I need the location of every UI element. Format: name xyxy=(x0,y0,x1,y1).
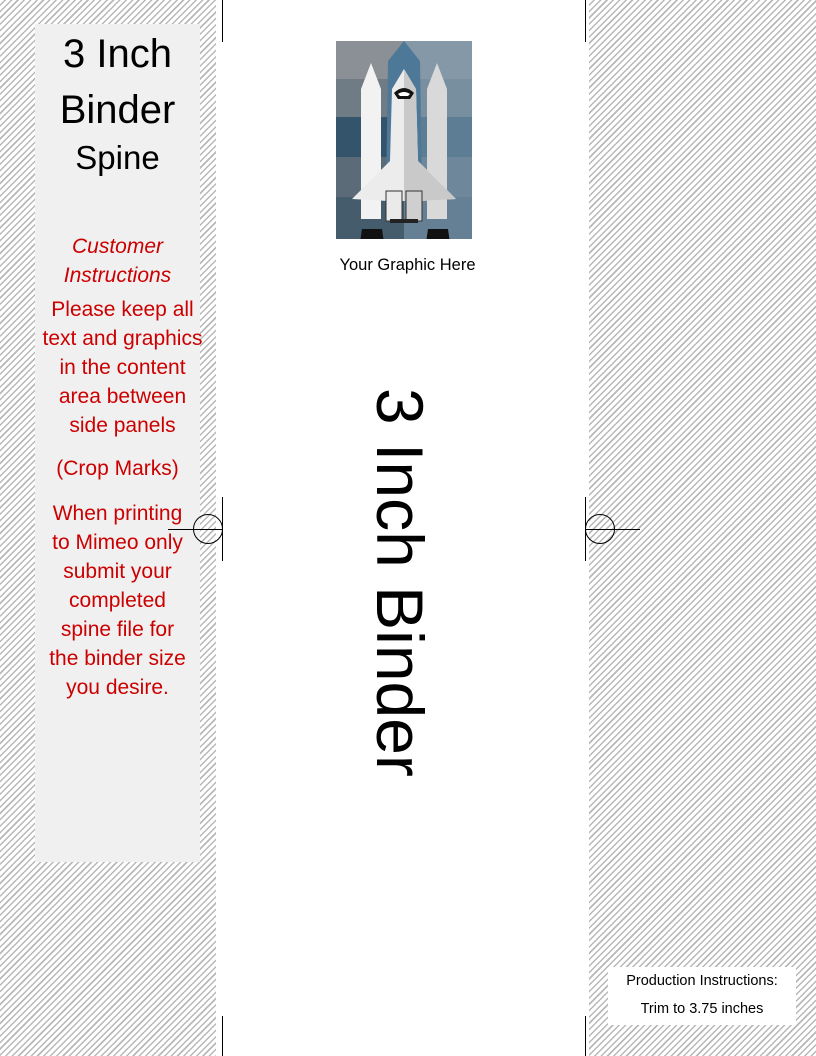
spine-vertical-title: 3 Inch Binder xyxy=(363,388,437,777)
keep-content-instruction: Please keep all text and graphics in the content area between side panels xyxy=(42,298,203,437)
mimeo-instruction: When printing to Mimeo only submit your completed spine file for the binder size you desire. xyxy=(49,502,186,699)
trim-instruction: Trim to 3.75 inches xyxy=(640,1001,764,1017)
crop-mark-bottom-right xyxy=(585,1016,586,1056)
graphic-caption: Your Graphic Here xyxy=(339,256,476,274)
space-shuttle-icon xyxy=(336,41,472,239)
instructions-panel xyxy=(35,24,203,862)
crop-mark-top-left xyxy=(222,0,223,42)
spine-title-line2: Binder xyxy=(59,88,176,132)
right-side-panel xyxy=(589,0,816,1056)
registration-circle-left xyxy=(193,514,223,544)
crop-mark-top-right xyxy=(585,0,586,42)
customer-instructions-heading: Customer Instructions xyxy=(63,235,172,287)
production-instructions-box xyxy=(608,967,796,1025)
spine-title-line3: Spine xyxy=(75,139,160,176)
crop-mark-bottom-left xyxy=(222,1016,223,1056)
registration-circle-right xyxy=(585,514,615,544)
production-label: Production Instructions: xyxy=(626,973,778,989)
crop-marks-note: (Crop Marks) xyxy=(56,457,179,480)
spine-title-line1: 3 Inch xyxy=(63,32,172,76)
